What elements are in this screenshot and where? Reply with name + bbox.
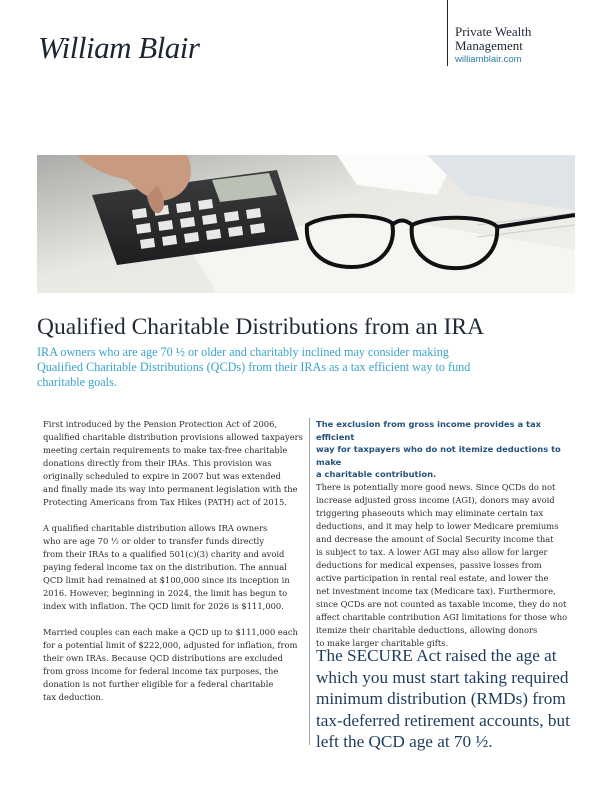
division-line-2: Management <box>455 38 523 53</box>
quote-line: tax-deferred retirement accounts, but <box>316 710 570 730</box>
william-blair-logo: William Blair <box>38 30 200 65</box>
text-line: who are age 70 ½ or older to transfer funds directly <box>43 536 265 546</box>
paragraph-married-couples <box>43 626 304 704</box>
text-line: deductions, and it may help to lower Medicare premiums <box>316 520 559 531</box>
text-line: from gross income for federal income tax purposes, the <box>43 666 279 676</box>
text-line: their own IRAs. Because QCD distributions are excluded <box>43 653 283 663</box>
text-line: increase adjusted gross income (AGI), donors may avoid <box>316 494 555 505</box>
text-line: 2016. However, beginning in 2024, the limit has begun to <box>43 588 288 598</box>
text-line: deductions for medical expenses, passive losses from <box>316 559 542 570</box>
right-column <box>316 418 578 650</box>
text-line: paying federal income tax on the distribution. The annual <box>43 562 287 572</box>
paragraph-benefits <box>316 481 578 650</box>
text-line: originally scheduled to expire in 2007 but was extended <box>43 471 281 481</box>
text-line: Married couples can each make a QCD up to $111,000 each <box>43 627 298 637</box>
text-line: since QCDs are not counted as taxable income, they do not <box>316 598 567 609</box>
hero-photo <box>37 155 575 293</box>
intro-paragraph: IRA owners who are age 70 ½ or older and charitably inclined may consider making Qualified Charitable Distributions (QCDs) from their IRAs as a tax efficient way to fund charitable goals. <box>37 345 471 389</box>
column-divider <box>309 418 310 745</box>
text-line: First introduced by the Pension Protection Act of 2006, <box>43 419 278 429</box>
text-line: and decrease the amount of Social Security income that <box>316 533 554 544</box>
quote-line: The SECURE Act raised the age at <box>316 646 557 665</box>
text-line: Protecting Americans from Tax Hikes (PATH) act of 2015. <box>43 497 287 507</box>
quote-line: left the QCD age at 70 ½. <box>316 732 493 751</box>
text-line: itemize their charitable deductions, allowing donors <box>316 624 538 635</box>
text-line: The exclusion from gross income provides a tax efficient <box>316 419 542 442</box>
text-line: affect charitable contribution AGI limitations for those who <box>316 611 568 622</box>
division-line-1: Private Wealth <box>455 24 532 39</box>
paragraph-qcd-limit <box>43 522 304 613</box>
text-line: triggering phaseouts which may eliminate certain tax <box>316 507 544 518</box>
text-line: A qualified charitable distribution allows IRA owners <box>43 523 268 533</box>
text-line: net investment income tax (Medicare tax). Furthermore, <box>316 585 556 596</box>
website-link[interactable]: williamblair.com <box>455 54 522 65</box>
left-column <box>43 418 304 704</box>
text-line: active participation in rental real estate, and lower the <box>316 572 549 583</box>
text-line: for a potential limit of $222,000, adjusted for inflation, from <box>43 640 298 650</box>
text-line: is subject to tax. A lower AGI may also allow for larger <box>316 546 548 557</box>
text-line: and finally made its way into permanent legislation with the <box>43 484 298 494</box>
text-line: donations directly from their IRAs. This provision was <box>43 458 272 468</box>
text-line: donation is not further eligible for a federal charitable <box>43 679 274 689</box>
text-line: tax deduction. <box>43 692 104 702</box>
text-line: meeting certain requirements to make tax-free charitable <box>43 445 288 455</box>
text-line: qualified charitable distribution provisions allowed taxpayers <box>43 432 303 442</box>
division-name <box>455 25 605 53</box>
lead-statement <box>316 418 578 481</box>
pull-quote <box>316 645 578 753</box>
quote-line: minimum distribution (RMDs) from <box>316 689 566 708</box>
text-line: There is potentially more good news. Since QCDs do not <box>316 481 556 492</box>
text-line: a charitable contribution. <box>316 469 437 479</box>
text-line: from their IRAs to a qualified 501(c)(3) charity and avoid <box>43 549 285 559</box>
text-line: index with inflation. The QCD limit for 2026 is $111,000. <box>43 601 284 611</box>
quote-line: which you must start taking required <box>316 667 569 687</box>
paragraph-history <box>43 418 304 509</box>
text-line: QCD limit had remained at $100,000 since its inception in <box>43 575 290 585</box>
header-divider <box>447 0 448 66</box>
page-title: Qualified Charitable Distributions from an IRA <box>37 314 485 340</box>
text-line: to make larger charitable gifts. <box>316 637 449 648</box>
text-line: way for taxpayers who do not itemize deductions to make <box>316 444 561 467</box>
